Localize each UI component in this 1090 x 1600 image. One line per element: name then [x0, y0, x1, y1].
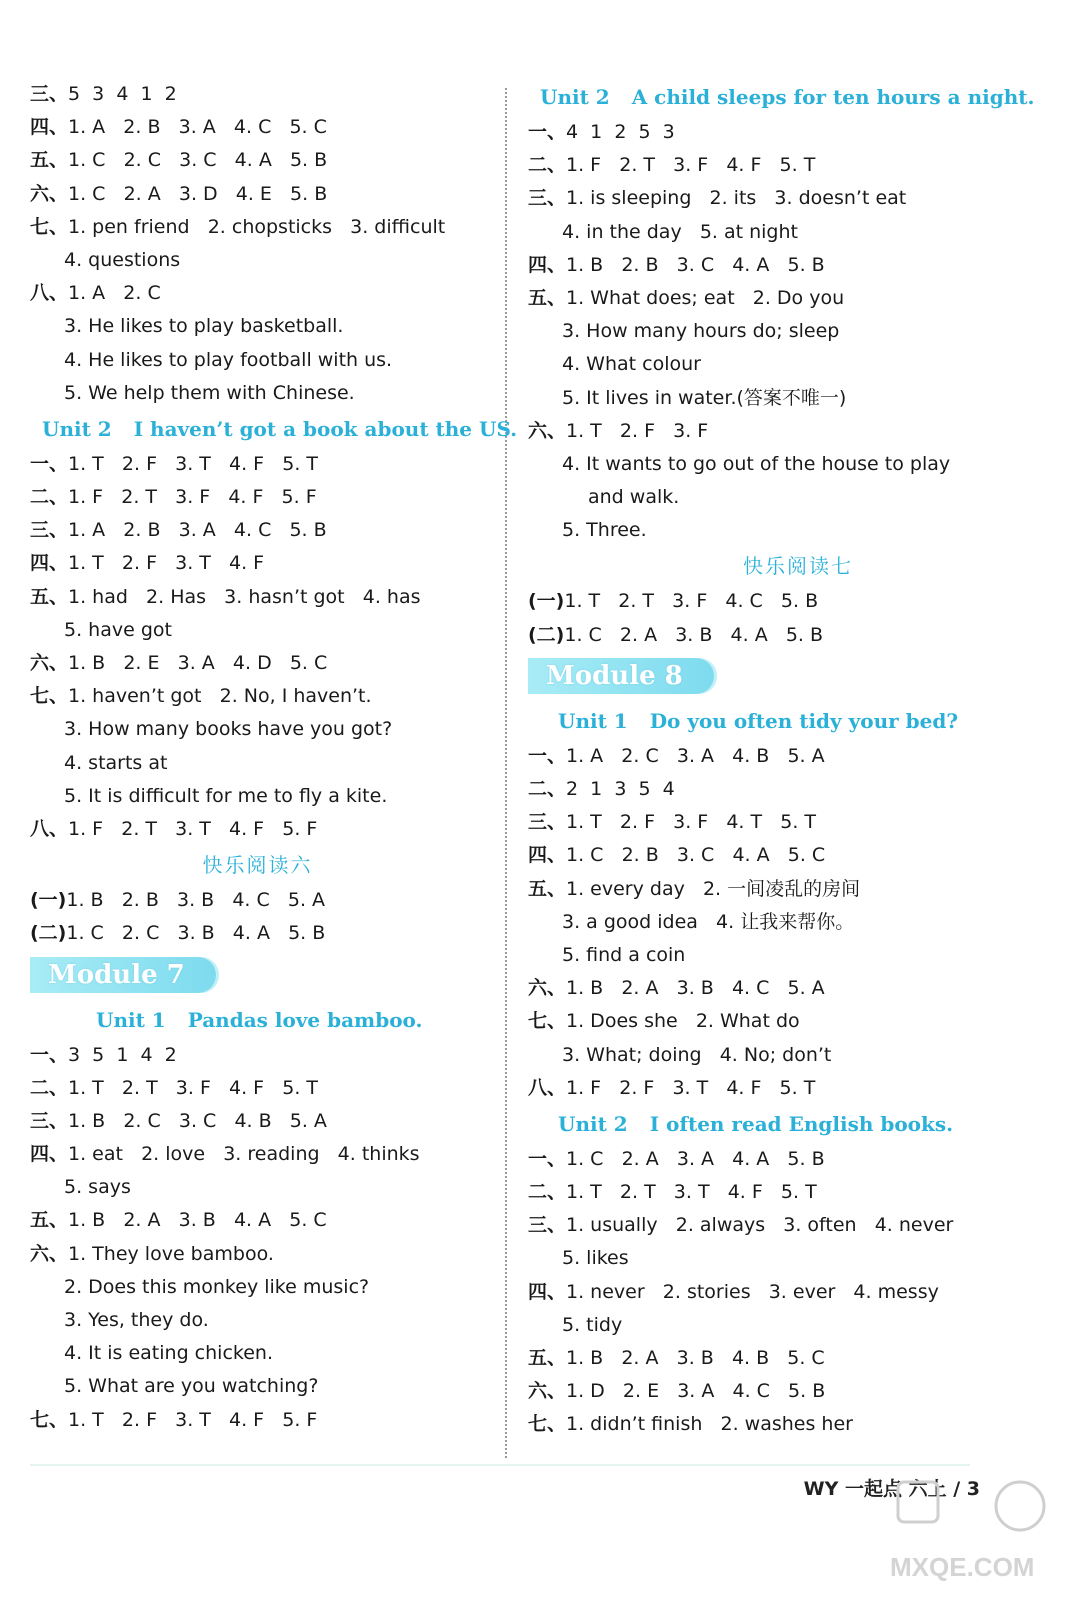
section-marker: 一、	[30, 1043, 69, 1066]
answer-line	[528, 249, 1068, 282]
answer-line	[528, 839, 1068, 872]
answer-text: 1. Does she 2. What do	[566, 1010, 800, 1033]
section-marker: 四、	[30, 1143, 69, 1166]
answer-line-continued: 5. find a coin	[562, 943, 686, 966]
answer-text: 1. A 2. C	[68, 282, 161, 305]
answer-text: 1. T 2. T 3. T 4. F 5. T	[566, 1181, 817, 1204]
section-marker: 八、	[30, 817, 69, 840]
watermark-text: MXQE.COM	[890, 1552, 1035, 1582]
unit-title: I often read English books.	[649, 1111, 954, 1136]
section-marker: 六、	[30, 652, 69, 674]
right-column	[528, 78, 1068, 1442]
answer-line-continued: 4. in the day 5. at night	[562, 220, 798, 243]
answer-text: 2 1 3 5 4	[566, 778, 675, 800]
unit-heading	[528, 702, 1068, 740]
answer-text: 1. B 2. B 3. B 4. C 5. A	[66, 889, 326, 912]
answer-line	[528, 806, 1068, 839]
answer-line-continued: 3. He likes to play basketball.	[64, 315, 344, 338]
answer-line	[30, 813, 485, 846]
answer-line	[528, 740, 1068, 773]
page-footer: WY 一起点 六上 / 3	[803, 1478, 980, 1500]
section-marker: (一)	[528, 590, 565, 613]
answer-line-continued: 5. likes	[562, 1247, 629, 1270]
answer-text: 1. had 2. Has 3. hasn’t got 4. has	[68, 585, 421, 608]
answer-line-continued: 5. We help them with Chinese.	[64, 381, 355, 404]
column-divider	[505, 88, 507, 1458]
unit-number: Unit 2	[42, 416, 112, 441]
answer-line-continued: 5. tidy	[562, 1313, 623, 1336]
answer-text: 1. T 2. F 3. T 4. F 5. F	[68, 1408, 318, 1431]
section-marker: 一、	[528, 121, 567, 143]
section-marker: 六、	[528, 419, 567, 442]
answer-line	[30, 144, 485, 177]
section-marker: 一、	[528, 744, 567, 767]
answer-line	[528, 1176, 1068, 1209]
left-column	[30, 78, 518, 1437]
answer-text: 1. What does; eat 2. Do you	[566, 286, 845, 309]
answer-line-continued: 3. How many books have you got?	[64, 718, 393, 741]
section-marker: 四、	[30, 552, 69, 575]
section-marker: 二、	[528, 154, 567, 177]
unit-number: Unit 1	[558, 708, 628, 733]
reading-heading: 快乐阅读七	[743, 554, 853, 579]
section-marker: 五、	[528, 286, 567, 309]
section-marker: 四、	[528, 1280, 567, 1303]
unit-title: Pandas love bamboo.	[187, 1007, 423, 1032]
section-marker: (一)	[30, 889, 67, 912]
section-marker: 三、	[528, 811, 567, 834]
unit-title: Do you often tidy your bed?	[649, 708, 959, 733]
answer-text: 1. A 2. B 3. A 4. C 5. C	[68, 116, 327, 139]
answer-line	[528, 1408, 1068, 1441]
module-banner	[528, 656, 1068, 696]
section-marker: (二)	[30, 922, 67, 945]
answer-text: 1. They love bamboo.	[68, 1242, 274, 1265]
answer-line	[30, 547, 485, 580]
section-marker: 六、	[528, 1380, 567, 1403]
answer-line	[528, 182, 1068, 215]
answer-line-continued: 4. He likes to play football with us.	[64, 348, 393, 371]
answer-text: 1. T 2. F 3. T 4. F	[68, 552, 265, 575]
answer-line	[30, 1072, 485, 1105]
answer-line	[30, 917, 485, 950]
answer-text: 1. D 2. E 3. A 4. C 5. B	[566, 1380, 826, 1403]
section-marker: 二、	[528, 1181, 567, 1204]
section-marker: 七、	[30, 685, 69, 708]
answer-line	[30, 111, 485, 144]
unit-heading	[30, 410, 518, 448]
unit-number: Unit 1	[96, 1007, 166, 1032]
section-marker: (二)	[528, 623, 565, 646]
answer-line	[30, 277, 485, 310]
section-marker: 八、	[30, 282, 69, 305]
answer-line-continued: 4. questions	[64, 248, 181, 271]
answer-line-continued: and walk.	[588, 486, 680, 509]
answer-text: 1. is sleeping 2. its 3. doesn’t eat	[566, 187, 907, 210]
answer-line	[30, 448, 485, 481]
unit-title: I haven’t got a book about the US.	[133, 416, 518, 441]
answer-line-continued: 4. What colour	[562, 353, 701, 376]
answer-line	[30, 680, 485, 713]
module-title: Module 7	[48, 959, 185, 990]
answer-text: 1. F 2. F 3. T 4. F 5. T	[566, 1076, 816, 1099]
answer-text: 1. B 2. A 3. B 4. C 5. A	[566, 977, 825, 1000]
answer-line	[528, 972, 1068, 1005]
answer-text: 1. B 2. A 3. B 4. B 5. C	[566, 1347, 825, 1369]
section-marker: 三、	[528, 1214, 567, 1237]
answer-line	[30, 581, 485, 614]
answer-line	[30, 1238, 485, 1271]
answer-text: 1. eat 2. love 3. reading 4. thinks	[68, 1143, 420, 1166]
answer-line	[528, 282, 1068, 315]
answer-line	[528, 415, 1068, 448]
section-marker: 三、	[30, 83, 69, 105]
answer-text: 1. every day 2. 一间凌乱的房间	[566, 877, 861, 900]
section-marker: 三、	[30, 519, 69, 542]
answer-line-continued: 5. says	[64, 1176, 131, 1199]
section-marker: 三、	[30, 1109, 69, 1132]
answer-line	[30, 1039, 485, 1072]
answer-line-continued: 5. Three.	[562, 519, 647, 542]
answer-text: 1. B 2. E 3. A 4. D 5. C	[68, 652, 328, 674]
section-marker: 六、	[30, 1242, 69, 1265]
answer-line-continued: 4. It is eating chicken.	[64, 1342, 273, 1365]
answer-text: 1. didn’t finish 2. washes her	[566, 1413, 853, 1436]
answer-line	[30, 178, 485, 211]
answer-text: 4 1 2 5 3	[566, 121, 675, 143]
answer-line	[528, 1342, 1068, 1375]
answer-line	[528, 1209, 1068, 1242]
answer-text: 1. C 2. A 3. A 4. A 5. B	[566, 1147, 825, 1170]
section-marker: 七、	[528, 1413, 567, 1436]
answer-line-continued: 3. How many hours do; sleep	[562, 320, 840, 343]
watermark-logo	[890, 1476, 1060, 1586]
answer-text: 1. haven’t got 2. No, I haven’t.	[68, 685, 372, 708]
section-marker: 二、	[30, 1076, 69, 1099]
answer-text: 1. never 2. stories 3. ever 4. messy	[566, 1280, 939, 1303]
answer-text: 1. F 2. T 3. F 4. F 5. T	[566, 154, 816, 177]
answer-text: 1. T 2. F 3. T 4. F 5. T	[68, 452, 319, 475]
answer-text: 1. usually 2. always 3. often 4. never	[566, 1214, 954, 1237]
answer-line	[528, 149, 1068, 182]
section-marker: 八、	[528, 1076, 567, 1099]
unit-heading	[528, 1105, 1068, 1143]
answer-line	[30, 1404, 485, 1437]
answer-line-continued: 5. have got	[64, 618, 172, 641]
answer-line	[528, 619, 1068, 652]
section-marker: 四、	[30, 116, 69, 139]
section-marker: 七、	[30, 1408, 69, 1431]
unit-number: Unit 2	[558, 1111, 628, 1136]
answer-line	[30, 211, 485, 244]
answer-text: 1. C 2. C 3. B 4. A 5. B	[66, 922, 326, 945]
answer-text: 1. C 2. A 3. D 4. E 5. B	[68, 182, 328, 205]
section-marker: 一、	[30, 452, 69, 475]
answer-line	[528, 585, 1068, 618]
answer-text: 1. T 2. F 3. F	[566, 419, 709, 442]
footer-rule	[30, 1464, 970, 1466]
section-marker: 五、	[30, 585, 69, 608]
answer-text: 1. C 2. A 3. B 4. A 5. B	[564, 623, 824, 646]
answer-line	[30, 1105, 485, 1138]
answer-line	[30, 884, 485, 917]
section-marker: 七、	[528, 1010, 567, 1033]
answer-line	[528, 116, 1068, 149]
answer-text: 1. C 2. C 3. C 4. A 5. B	[68, 149, 328, 172]
answer-text: 1. A 2. B 3. A 4. C 5. B	[68, 519, 327, 542]
answer-line	[30, 1204, 485, 1237]
section-marker: 六、	[528, 977, 567, 1000]
section-marker: 七、	[30, 215, 69, 238]
section-marker: 六、	[30, 182, 69, 205]
answer-text: 1. B 2. B 3. C 4. A 5. B	[566, 253, 825, 276]
unit-title: A child sleeps for ten hours a night.	[631, 85, 1035, 109]
reading-heading: 快乐阅读六	[202, 853, 313, 878]
answer-line-continued: 5. What are you watching?	[64, 1375, 319, 1398]
section-marker: 五、	[30, 1209, 69, 1232]
answer-text: 1. F 2. T 3. F 4. F 5. F	[68, 486, 317, 509]
answer-text: 1. B 2. C 3. C 4. B 5. A	[68, 1109, 327, 1132]
answer-text: 1. F 2. T 3. T 4. F 5. F	[68, 817, 318, 840]
answer-text: 1. T 2. T 3. F 4. F 5. T	[68, 1076, 319, 1099]
answer-line	[30, 78, 485, 111]
section-marker: 二、	[528, 778, 567, 800]
answer-line	[30, 647, 485, 680]
answer-line-continued: 3. What; doing 4. No; don’t	[562, 1043, 832, 1066]
answer-line-continued: 3. Yes, they do.	[64, 1309, 209, 1331]
answer-text: 1. T 2. T 3. F 4. C 5. B	[564, 590, 819, 613]
answer-text: 1. pen friend 2. chopsticks 3. difficult	[68, 215, 446, 238]
answer-text: 5 3 4 1 2	[68, 83, 177, 105]
answer-line-continued: 5. It lives in water.(答案不唯一)	[562, 386, 847, 409]
answer-line	[528, 773, 1068, 806]
answer-text: 1. T 2. F 3. F 4. T 5. T	[566, 811, 817, 834]
section-marker: 四、	[528, 253, 567, 276]
module-title: Module 8	[546, 660, 683, 691]
section-marker: 五、	[528, 1347, 567, 1369]
answer-text: 1. B 2. A 3. B 4. A 5. C	[68, 1209, 327, 1232]
module-banner	[30, 955, 485, 995]
answer-line	[30, 514, 485, 547]
section-marker: 三、	[528, 187, 567, 210]
answer-line	[528, 1072, 1068, 1105]
answer-text: 3 5 1 4 2	[68, 1043, 177, 1066]
answer-line	[30, 481, 485, 514]
section-marker: 一、	[528, 1147, 567, 1170]
answer-line-continued: 4. It wants to go out of the house to play	[562, 452, 951, 475]
unit-number: Unit 2	[540, 85, 610, 109]
unit-heading	[30, 1001, 485, 1039]
answer-line-continued: 5. It is difficult for me to fly a kite.	[64, 784, 388, 807]
answer-line	[528, 1276, 1068, 1309]
answer-line-continued: 2. Does this monkey like music?	[64, 1275, 370, 1298]
answer-line	[30, 1138, 485, 1171]
answer-text: 1. A 2. C 3. A 4. B 5. A	[566, 744, 825, 767]
answer-line-continued: 4. starts at	[64, 751, 168, 774]
section-marker: 五、	[528, 877, 567, 900]
answer-text: 1. C 2. B 3. C 4. A 5. C	[566, 844, 826, 867]
answer-line	[528, 1375, 1068, 1408]
answer-line	[528, 1005, 1068, 1038]
answer-line	[528, 873, 1068, 906]
section-marker: 四、	[528, 844, 567, 867]
unit-heading	[528, 78, 1068, 116]
section-marker: 五、	[30, 149, 69, 172]
section-marker: 二、	[30, 486, 69, 509]
answer-line-continued: 3. a good idea 4. 让我来帮你。	[562, 910, 855, 933]
answer-line	[528, 1143, 1068, 1176]
